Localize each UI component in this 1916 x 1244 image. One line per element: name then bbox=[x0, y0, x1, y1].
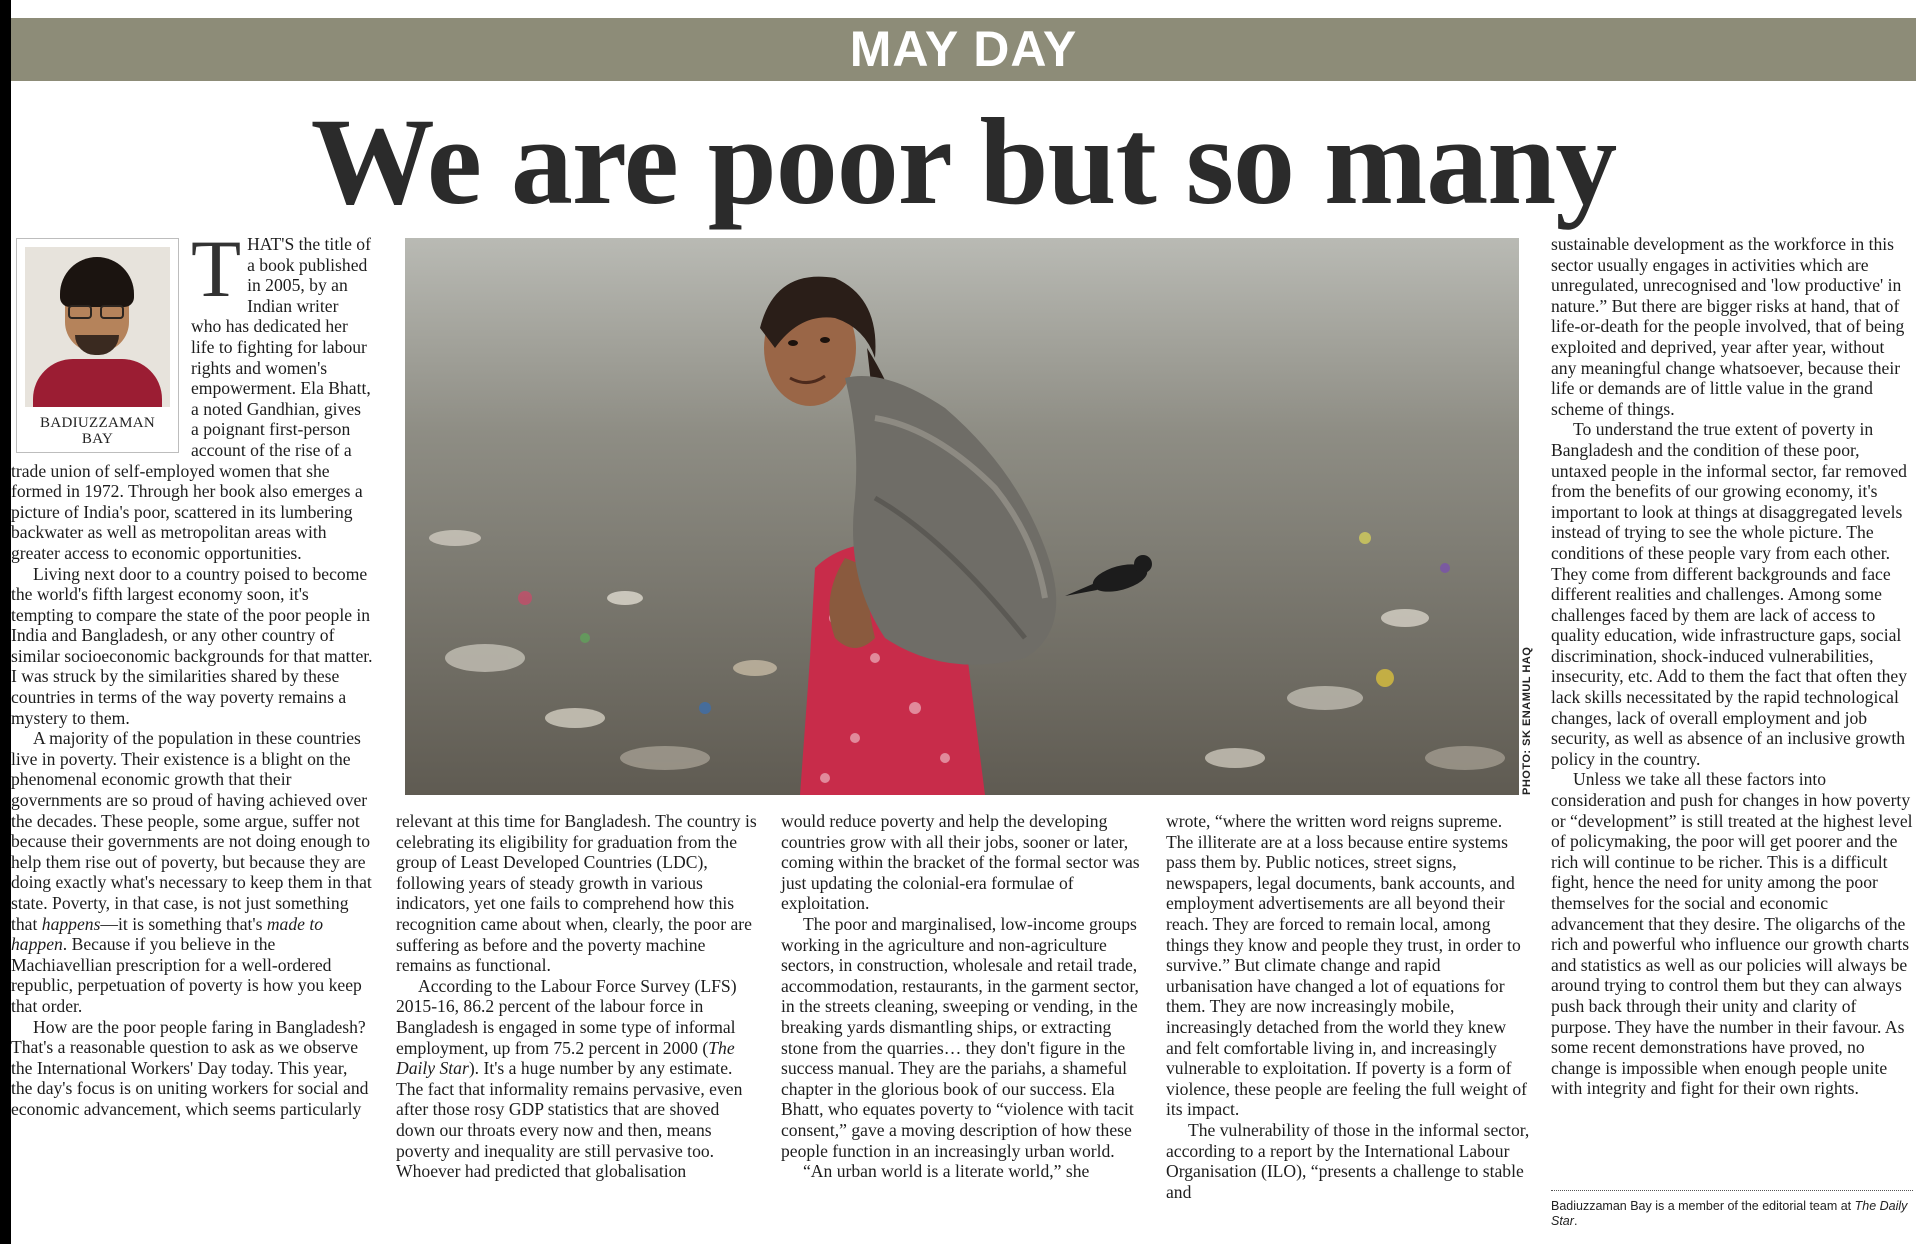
headline: We are poor but so many bbox=[310, 93, 1617, 230]
lead-photo bbox=[405, 238, 1519, 795]
paragraph: Unless we take all these factors into consideration and push for changes in how poverty or “development” is still treated at the highest level of policymaking, the poor will get poorer and the rich will continue to be richer. This is a difficult fight, hence the need for unity among the poor themselves for the social and economic advancement that they desire. The oligarchs of the rich and powerful who influence our growth charts and statistics as well as our policies will always be around trying to control them but they can always push back through their unity and clarity of purpose. They have the number in their favour. As some recent demonstrations have proved, no change is impossible when enough people unite with integrity and fight for their own rights. bbox=[1551, 769, 1913, 1099]
section-banner: MAY DAY bbox=[11, 18, 1916, 81]
article-column-5 bbox=[1551, 234, 1913, 1099]
paragraph: According to the Labour Force Survey (LFS) 2015-16, 86.2 percent of the labour force in Bangladesh is engaged in some type of informal employment, up from 75.2 percent in 2000 (The Daily Star). It's a huge number by any estimate. The fact that informality remains pervasive, even after those rosy GDP statistics that are shoved down our throats every now and then, means poverty and inequality are still pervasive too. Whoever had predicted that globalisation bbox=[396, 975, 743, 1182]
drop-cap: T bbox=[191, 223, 242, 314]
paragraph: How are the poor people faring in Bangladesh? That's a reasonable question to ask as we observe the International Workers' Day today. This year, the day's focus is on uniting workers for social and economic advancement, which seems particularly bbox=[11, 1016, 369, 1119]
paragraph: wrote, “where the written word reigns supreme. The illiterate are at a loss because entire systems pass them by. Public notices, street signs, newspapers, legal documents, bank accounts, and employment advertisements are all beyond their reach. They are forced to remain local, among things they know and people they trust, in order to survive.” But climate change and rapid urbanisation have changed a lot of equations for them. They are now increasingly mobile, increasingly detached from the world they knew and felt comfortable living in, and increasingly vulnerable to exploitation. If poverty is a form of violence, these people are feeling the full weight of its impact. bbox=[1166, 811, 1528, 1120]
article-column-1 bbox=[11, 223, 373, 1120]
author-portrait bbox=[25, 247, 170, 407]
paragraph: THAT'S the title of a book published in 2005, by an Indian writer who has dedicated her life to fighting for labour rights and women's empowerment. Ela Bhatt, a noted Gandhian, gives a poignant first-person account of the rise of a trade union of self-employed women that she formed in 1972. Through her book also emerges a picture of India's poor, scattered in its lumbering backwater as well as metropolitan areas with greater access to economic opportunities. bbox=[11, 223, 371, 563]
paragraph: To understand the true extent of poverty in Bangladesh and the condition of these poor, untaxed people in the informal sector, far removed from the benefits of our growing economy, it's important to look at things at disaggregated levels instead of trying to see the whole picture. The conditions of these people vary from each other. They come from different backgrounds and face different realities and challenges. Among some challenges faced by them are lack of access to quality education, wide infrastructure gaps, social discrimination, shock-induced vulnerabilities, insecurity, etc. Add to them the fact that often they lack skills necessitated by the rapid technological changes, lack of overall employment and job security, as well as absence of an inclusive growth policy in the country. bbox=[1551, 419, 1907, 769]
article-column-3 bbox=[781, 811, 1145, 1182]
photo-credit: PHOTO: SK ENAMUL HAQ bbox=[1521, 646, 1533, 795]
author-footnote: Badiuzzaman Bay is a member of the editorial team at The Daily Star. bbox=[1551, 1199, 1908, 1228]
paragraph: The vulnerability of those in the informal sector, according to a report by the International Labour Organisation (ILO), “presents a challenge to stable and bbox=[1166, 1119, 1530, 1202]
paragraph: The poor and marginalised, low-income groups working in the agriculture and non-agriculture sectors, in construction, wholesale and retail trade, accommodation, restaurants, in the garment sector, in the streets cleaning, sweeping or vending, in the breaking yards dismantling ships, or extracting stone from the quarries… they don't figure in the success manual. They are the pariahs, a shameful chapter in the glorious book of our success. Ela Bhatt, who equates poverty to “violence with tacit consent,” gave a moving description of how these people function in an increasingly urban world. bbox=[781, 913, 1139, 1161]
portrait-beard bbox=[75, 335, 119, 355]
page-edge bbox=[0, 0, 11, 1244]
paragraph: A majority of the population in these countries live in poverty. Their existence is a blight on the phenomenal economic growth that their governments are so proud of having achieved over the decades. These people, some argue, suffer not because their governments are not doing enough to help them rise out of poverty, but because they are doing exactly what's necessary to keep them in that state. Poverty, in that case, is not just something that happens—it is something that's made to happen. Because if you believe in the Machiavellian prescription for a well-ordered republic, perpetuation of poverty is how you keep that order. bbox=[11, 728, 372, 1016]
paragraph: “An urban world is a literate world,” she bbox=[803, 1161, 1090, 1182]
portrait-glasses bbox=[68, 305, 126, 321]
paragraph: relevant at this time for Bangladesh. The country is celebrating its eligibility for graduation from the group of Least Developed Countries (LDC), following years of steady growth in various indicators, yet one fails to comprehend how this recognition came about when, clearly, the poor are suffering as before and the poverty machine remains as functional. bbox=[396, 811, 757, 976]
article-column-2 bbox=[396, 811, 760, 1182]
top-margin bbox=[11, 0, 1916, 18]
paragraph: sustainable development as the workforce in this sector usually engages in activities which are unregulated, unrecognised and 'low productive' in nature.” But there are bigger risks at hand, that of life-or-death for the people involved, that of being exploited and deprived, year after year, without any meaningful change whatsoever, because their life or demands are of little value in the grand scheme of things. bbox=[1551, 234, 1905, 419]
portrait-shirt bbox=[33, 359, 162, 407]
article-column-4 bbox=[1166, 811, 1530, 1202]
byline-name: BADIUZZAMAN BAY bbox=[40, 415, 155, 447]
footnote-divider bbox=[1551, 1190, 1913, 1191]
paragraph: Living next door to a country poised to become the world's fifth largest economy soon, it's tempting to compare the state of the poor people in India and Bangladesh, or any other country of similar socioeconomic backgrounds for that matter. I was struck by the similarities shared by these countries in terms of the way poverty remains a mystery to them. bbox=[11, 563, 373, 728]
byline-box bbox=[16, 238, 179, 453]
paragraph: would reduce poverty and help the developing countries grow with all their jobs, sooner or later, coming within the bracket of the formal sector was just updating the colonial-era formulae of exploitation. bbox=[781, 811, 1140, 914]
lead-photo-illustration bbox=[405, 238, 1519, 795]
portrait-hair bbox=[60, 257, 134, 307]
